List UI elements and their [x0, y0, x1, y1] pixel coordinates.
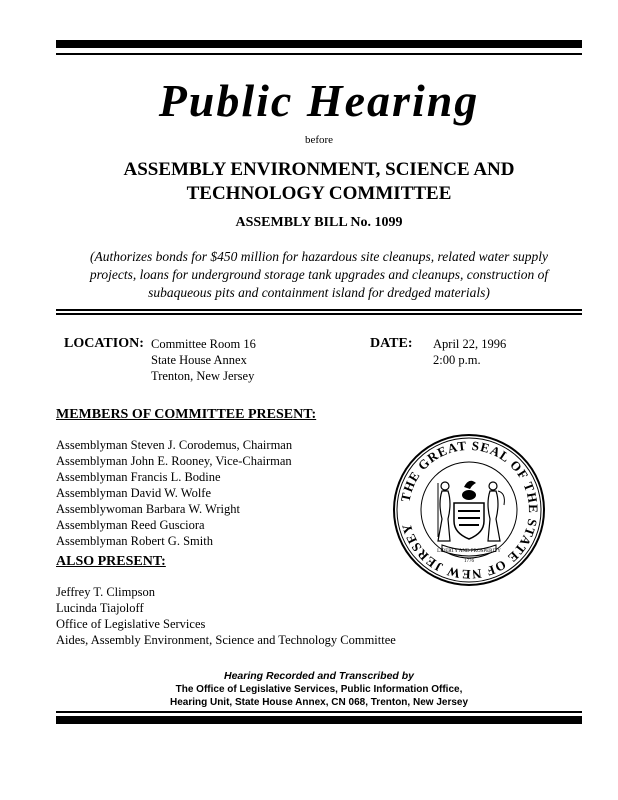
committee-name	[56, 158, 582, 206]
footer-line: Hearing Unit, State House Annex, CN 068, Trenton, New Jersey	[169, 697, 469, 708]
bottom-rule-thin	[56, 711, 582, 713]
date-value	[433, 336, 506, 368]
top-rule-thick	[56, 40, 582, 48]
svg-text:THE GREAT SEAL OF THE STATE OF: THE GREAT SEAL OF THE STATE OF NEW JERSEY	[397, 437, 542, 583]
members-heading: MEMBERS OF COMMITTEE PRESENT:	[56, 407, 317, 422]
top-rule-thin	[56, 53, 582, 55]
footer	[56, 670, 582, 709]
mid-rule-thin	[56, 309, 582, 311]
before-text: before	[304, 134, 334, 146]
committee-line: TECHNOLOGY COMMITTEE	[186, 183, 452, 204]
also-present-item: Jeffrey T. Climpson	[56, 585, 155, 599]
also-present-item: Aides, Assembly Environment, Science and Technology Committee	[56, 633, 396, 647]
members-list	[56, 437, 292, 549]
member-item: Assemblyman John E. Rooney, Vice-Chairman	[56, 454, 292, 468]
location-label: LOCATION:	[64, 336, 144, 351]
bottom-rule-thick	[56, 716, 582, 724]
also-present-heading: ALSO PRESENT:	[56, 554, 166, 569]
mid-rule-thin-2	[56, 313, 582, 315]
location-line: Trenton, New Jersey	[151, 369, 255, 383]
member-item: Assemblywoman Barbara W. Wright	[56, 502, 240, 516]
committee-line: ASSEMBLY ENVIRONMENT, SCIENCE AND	[123, 159, 515, 180]
member-item: Assemblyman Robert G. Smith	[56, 534, 213, 548]
member-item: Assemblyman David W. Wolfe	[56, 486, 211, 500]
footer-line: Hearing Recorded and Transcribed by	[223, 670, 415, 682]
description-line: projects, loans for underground storage tank upgrades and cleanups, construction of	[89, 267, 549, 282]
location-line: Committee Room 16	[151, 337, 256, 351]
also-present-item: Office of Legislative Services	[56, 617, 206, 631]
svg-text:1776: 1776	[464, 559, 474, 564]
bill-number: ASSEMBLY BILL No. 1099	[235, 215, 403, 230]
member-item: Assemblyman Steven J. Corodemus, Chairman	[56, 438, 293, 452]
location-line: State House Annex	[151, 353, 247, 367]
state-seal	[392, 433, 546, 587]
bill-description	[70, 248, 568, 302]
also-present-item: Lucinda Tiajoloff	[56, 601, 144, 615]
state-seal-graphic	[392, 433, 546, 587]
location-value	[151, 336, 256, 384]
member-item: Assemblyman Reed Gusciora	[56, 518, 205, 532]
description-line: subaqueous pits and containment island for dredged materials)	[148, 285, 490, 300]
description-line: (Authorizes bonds for $450 million for hazardous site cleanups, related water supply	[90, 249, 548, 264]
svg-text:LIBERTY AND PROSPERITY: LIBERTY AND PROSPERITY	[437, 549, 501, 554]
date-line: April 22, 1996	[433, 337, 507, 351]
date-label: DATE:	[370, 336, 413, 351]
also-present-list	[56, 584, 396, 648]
member-item: Assemblyman Francis L. Bodine	[56, 470, 221, 484]
footer-line: The Office of Legislative Services, Public Information Office,	[175, 684, 463, 695]
page-title: Public Hearing	[158, 75, 480, 126]
date-line: 2:00 p.m.	[433, 353, 481, 367]
